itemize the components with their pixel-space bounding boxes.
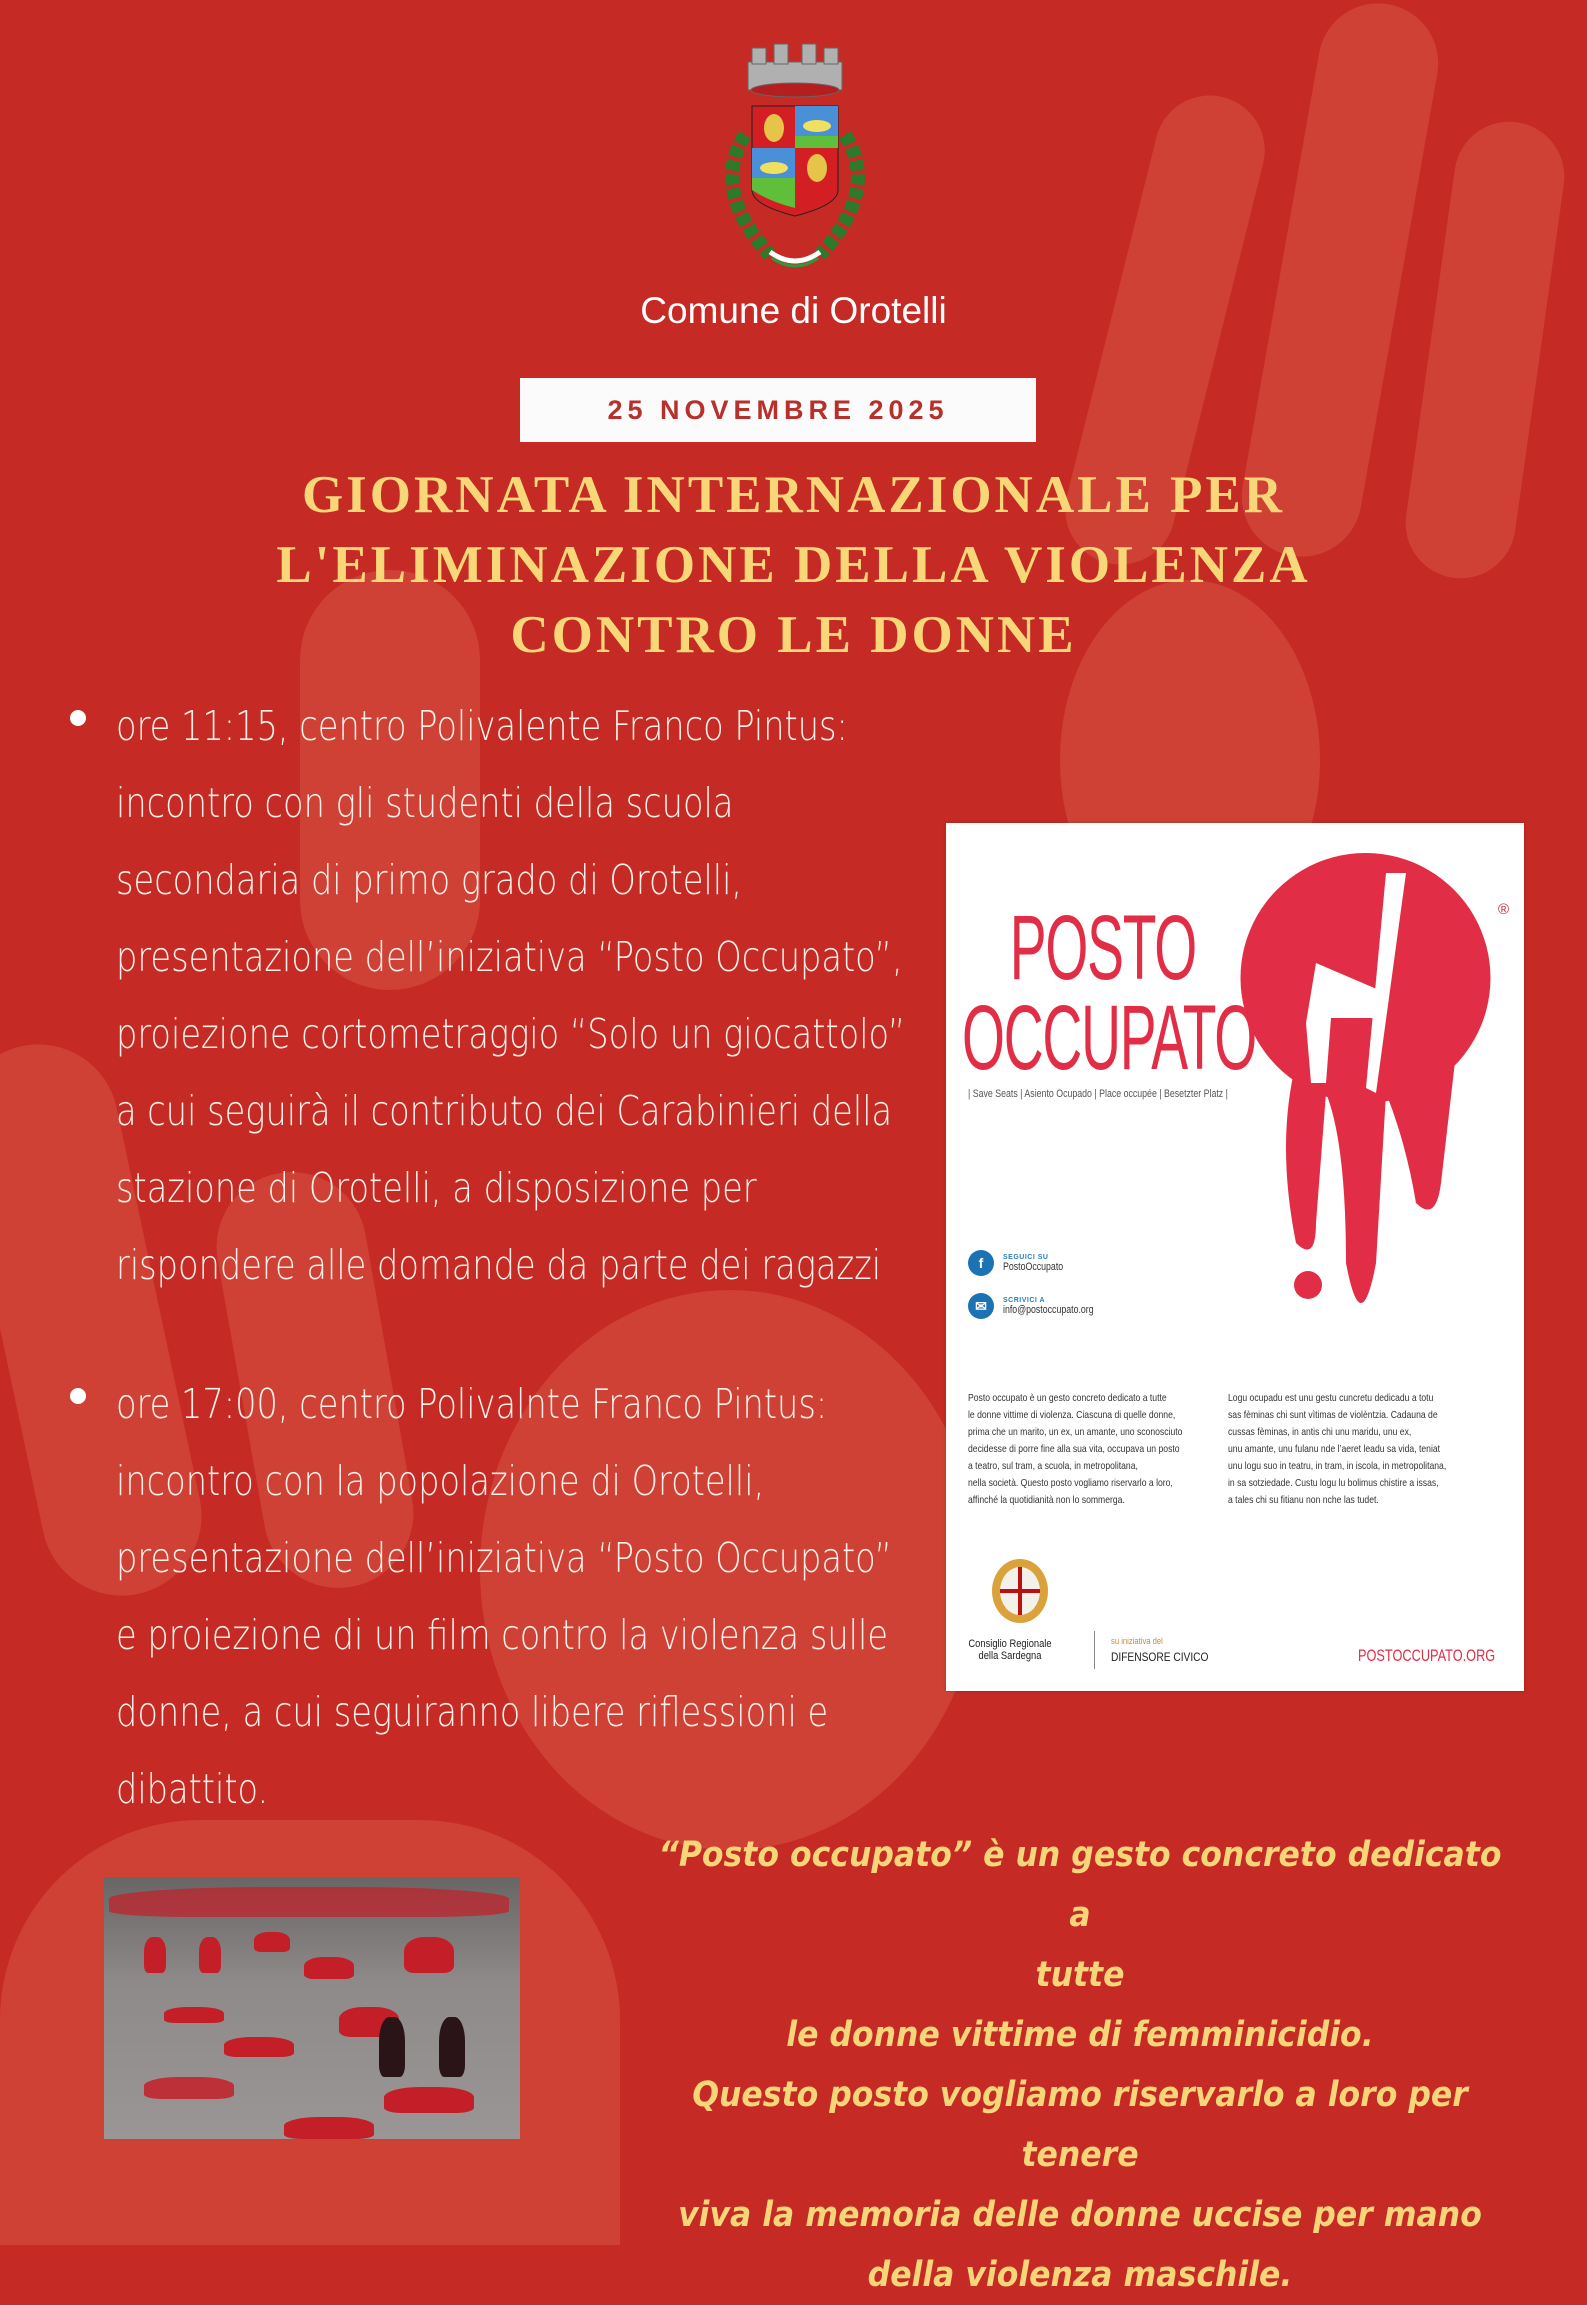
event-item-evening — [60, 1366, 900, 1828]
event-line: presentazione dell’iniziativa “Posto Occupato” — [116, 1534, 892, 1582]
event-line: ore 17:00, centro Polivalnte Franco Pintus: — [116, 1380, 828, 1428]
sardinia-crest-icon — [988, 1553, 1052, 1625]
poster-body-sardinian: Logu ocupadu est unu gestu cuncretu dedicadu a totu sas fèminas chi sunt vìtimas de violèntzia. Cadauna de cussas fèminas, in antis chi unu maridu, unu ex, unu amante, unu fulanu nde l’aeret leadu sa vida, teniat unu logu suo in teatru, in tram, in iscola, in metropolitana, in sa sotziedade. Custu logu lu bolimus chistire a issas, a tales chi su fitianu non nche las tudet. — [1228, 1392, 1447, 1506]
event-line: proiezione cortometraggio “Solo un giocattolo” — [116, 1010, 906, 1058]
poster-title-line: POSTO — [1009, 897, 1196, 999]
title-line: GIORNATA INTERNAZIONALE PER — [301, 466, 1286, 524]
poster-email: ✉ SCRIVICI A info@postoccupato.org — [968, 1293, 1116, 1319]
email-address: info@postoccupato.org — [1003, 1303, 1094, 1316]
event-line: incontro con gli studenti della scuola — [116, 779, 734, 827]
bullet-icon — [70, 710, 86, 726]
quote-line: Questo posto vogliamo riservarlo a loro per tenere — [692, 2075, 1468, 2175]
event-line: rispondere alle domande da parte dei ragazzi — [116, 1241, 882, 1289]
quote-line: della violenza maschile. — [867, 2255, 1293, 2295]
quote-line: tutte — [1035, 1955, 1125, 1995]
event-line: ore 11:15, centro Polivalente Franco Pintus: — [116, 702, 848, 750]
event-list — [60, 688, 906, 1890]
registered-mark: ® — [1498, 901, 1510, 918]
event-date-badge — [520, 378, 1036, 442]
event-item-morning — [60, 688, 906, 1304]
event-line: a cui seguirà il contributo dei Carabinieri della — [116, 1087, 893, 1135]
posto-occupato-poster — [946, 823, 1524, 1691]
event-line: presentazione dell’iniziativa “Posto Occupato”, — [116, 933, 903, 981]
initiative-org: DIFENSORE CIVICO — [1111, 1650, 1209, 1664]
event-line: stazione di Orotelli, a disposizione per — [116, 1164, 757, 1212]
event-line: incontro con la popolazione di Orotelli, — [116, 1457, 765, 1505]
event-line: donne, a cui seguiranno libere riflessioni e — [116, 1688, 829, 1736]
blood-drip-chair-icon — [1236, 843, 1524, 1403]
event-date: 25 NOVEMBRE 2025 — [607, 394, 949, 425]
title-line: L'ELIMINAZIONE DELLA VIOLENZA — [276, 536, 1311, 594]
divider — [1094, 1631, 1095, 1669]
posto-occupato-quote — [648, 1825, 1512, 2305]
bullet-icon — [70, 1388, 86, 1404]
municipality-name: Comune di Orotelli — [640, 290, 947, 331]
page-title — [0, 460, 1587, 670]
event-line: dibattito. — [116, 1765, 269, 1813]
poster-website: POSTOCCUPATO.ORG — [1358, 1646, 1496, 1665]
event-line: secondaria di primo grado di Orotelli, — [116, 856, 743, 904]
quote-line: le donne vittime di femminicidio. — [786, 2015, 1374, 2055]
quote-line: viva la memoria delle donne uccise per mano — [678, 2195, 1482, 2235]
facebook-handle: PostoOccupato — [1003, 1260, 1064, 1273]
municipal-crest-icon — [690, 40, 900, 280]
quote-line: “Posto occupato” è un gesto concreto dedicato a — [658, 1835, 1502, 1935]
poster-title-line: OCCUPATO — [962, 987, 1257, 1089]
consiglio-regionale-label: Consiglio Regionale della Sardegna — [968, 1638, 1052, 1662]
title-line: CONTRO LE DONNE — [510, 606, 1077, 664]
red-shoes-photo — [104, 1877, 520, 2139]
poster-body-italian: Posto occupato è un gesto concreto dedicato a tutte le donne vittime di violenza. Ciascuna di quelle donne, prima che un marito, un ex, un amante, uno sconosciuto decidesse di porre fine alla sua vita, occupava un posto a teatro, sul tram, a scuola, in metropolitana, nella società. Questo posto vogliamo riservarlo a loro, affinché la quotidianità non lo sommerga. — [968, 1392, 1183, 1506]
initiative-label: su iniziativa del — [1111, 1636, 1163, 1646]
poster-languages: | Save Seats | Asiento Ocupado | Place occupée | Besetzter Platz | — [968, 1088, 1228, 1100]
poster-social: f SEGUICI SU PostoOccupato — [968, 1250, 1078, 1276]
facebook-icon: f — [968, 1250, 994, 1276]
mail-icon: ✉ — [968, 1293, 994, 1319]
event-line: e proiezione di un film contro la violenza sulle — [116, 1611, 889, 1659]
